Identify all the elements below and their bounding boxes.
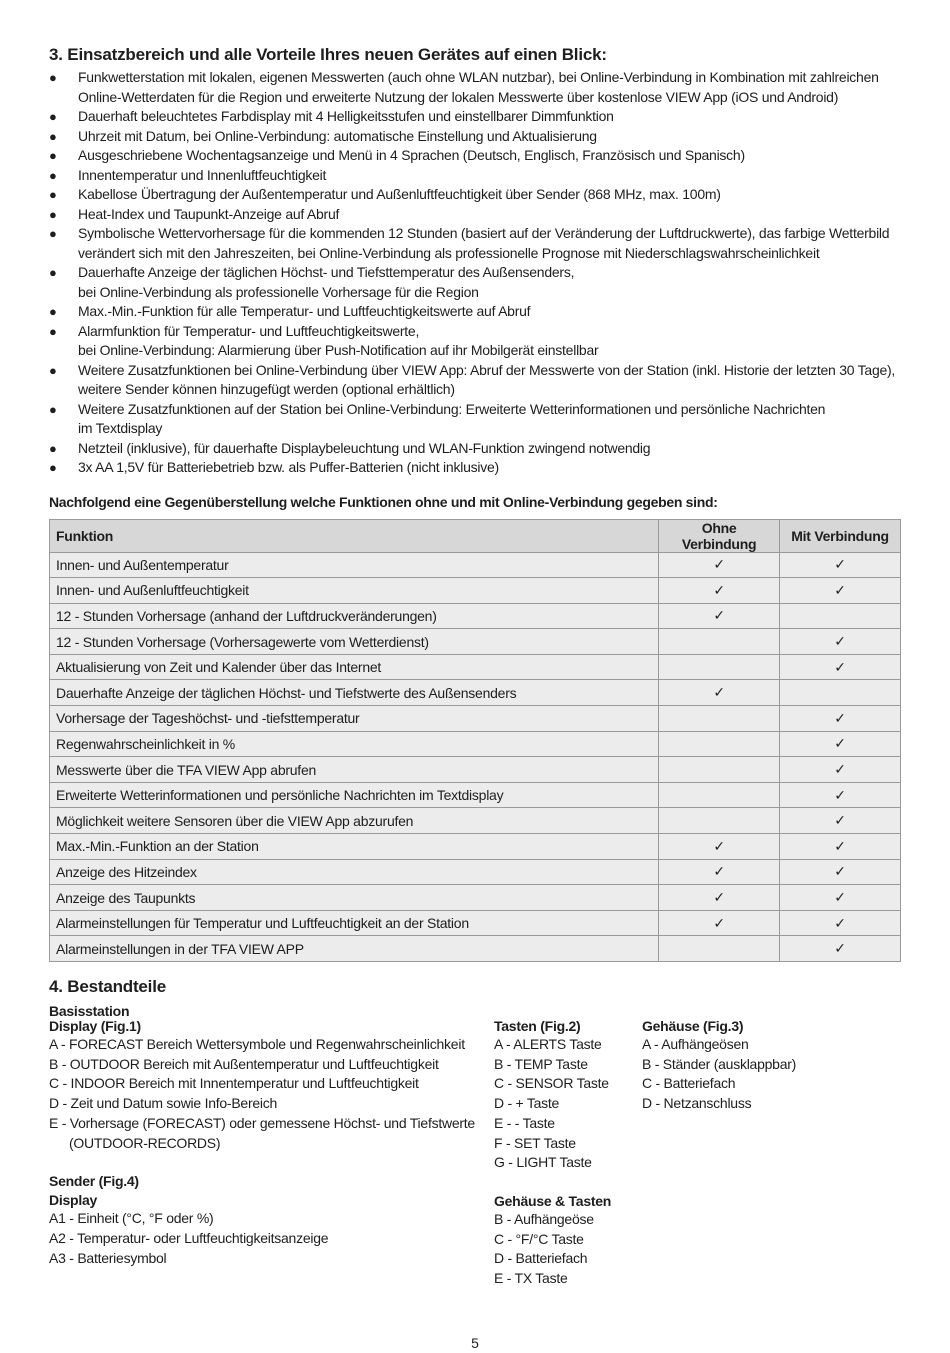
feature-text: Alarmfunktion für Temperatur- und Luftfeuchtigkeitswerte, bei Online-Verbindung: Alarmierung über Push-Notification auf ihr Mobilgerät einstellbar bbox=[78, 322, 599, 358]
function-cell: Möglichkeit weitere Sensoren über die VIEW App abzurufen bbox=[50, 808, 659, 834]
bullet-icon: ● bbox=[49, 323, 57, 339]
table-row bbox=[50, 706, 901, 732]
feature-text: Ausgeschriebene Wochentagsanzeige und Menü in 4 Sprachen (Deutsch, Englisch, Französisch und Spanisch) bbox=[78, 147, 745, 163]
feature-text: Weitere Zusatzfunktionen bei Online-Verbindung über VIEW App: Abruf der Messwerte von der Station (inkl. Historie der letzten 30 Tage), weitere Sender können hinzugefügt werden (optional erhältlich) bbox=[78, 361, 896, 397]
tasten-column bbox=[494, 1017, 611, 1289]
sender-display-heading: Display bbox=[49, 1192, 98, 1209]
table-row bbox=[50, 859, 901, 885]
tasten-item-e: E - - Taste bbox=[494, 1114, 555, 1131]
table-row bbox=[50, 757, 901, 783]
section-4-title: 4. Bestandteile bbox=[49, 977, 166, 996]
tasten-item-g: G - LIGHT Taste bbox=[494, 1154, 592, 1171]
display-item-a: A - FORECAST Bereich Wettersymbole und Regenwahrscheinlichkeit bbox=[49, 1036, 465, 1052]
display-item-e: E - Vorhersage (FORECAST) oder gemessene Höchst- und Tiefstwerte bbox=[49, 1114, 475, 1131]
ohne-verbindung-cell bbox=[659, 782, 780, 808]
display-fig1-heading: Display (Fig.1) bbox=[49, 1018, 141, 1034]
feature-item bbox=[49, 146, 901, 166]
feature-item bbox=[49, 458, 901, 478]
feature-text: Heat-Index und Taupunkt-Anzeige auf Abruf bbox=[78, 205, 340, 222]
display-item-d: D - Zeit und Datum sowie Info-Bereich bbox=[49, 1095, 278, 1112]
gehaeuse-tasten-item-c: C - °F/°C Taste bbox=[494, 1230, 584, 1247]
table-row bbox=[50, 654, 901, 680]
feature-item bbox=[49, 68, 901, 107]
function-cell: Alarmeinstellungen für Temperatur und Luftfeuchtigkeit an der Station bbox=[50, 910, 659, 936]
bullet-icon: ● bbox=[49, 265, 57, 280]
table-row bbox=[50, 552, 901, 578]
ohne-verbindung-cell: ✓ bbox=[659, 552, 780, 578]
mit-verbindung-cell: ✓ bbox=[780, 654, 901, 680]
bullet-icon: ● bbox=[49, 128, 57, 144]
ohne-verbindung-cell: ✓ bbox=[659, 578, 780, 604]
bullet-icon: ● bbox=[49, 304, 57, 319]
feature-item bbox=[49, 185, 901, 205]
sender-item-a1: A1 - Einheit (°C, °F oder %) bbox=[49, 1210, 214, 1227]
bullet-icon: ● bbox=[49, 226, 57, 241]
feature-list bbox=[49, 68, 901, 478]
mit-verbindung-cell: ✓ bbox=[780, 629, 901, 655]
mit-verbindung-cell: ✓ bbox=[780, 706, 901, 732]
function-cell: Aktualisierung von Zeit und Kalender über das Internet bbox=[50, 654, 659, 680]
bullet-icon: ● bbox=[49, 440, 57, 456]
function-cell: Erweiterte Wetterinformationen und persönliche Nachrichten im Textdisplay bbox=[50, 782, 659, 808]
ohne-verbindung-cell bbox=[659, 936, 780, 962]
feature-item bbox=[49, 322, 901, 361]
table-row bbox=[50, 782, 901, 808]
bullet-icon: ● bbox=[49, 70, 57, 85]
tasten-item-b: B - TEMP Taste bbox=[494, 1055, 588, 1072]
mit-verbindung-cell: ✓ bbox=[780, 859, 901, 885]
feature-text: Weitere Zusatzfunktionen auf der Station bei Online-Verbindung: Erweiterte Wetterinformationen und persönliche Nachrichten im Textdisplay bbox=[78, 400, 826, 436]
bullet-icon: ● bbox=[49, 148, 57, 163]
feature-text: Innentemperatur und Innenluftfeuchtigkeit bbox=[78, 166, 327, 183]
function-cell: Messwerte über die TFA VIEW App abrufen bbox=[50, 757, 659, 783]
bullet-icon: ● bbox=[49, 401, 57, 417]
tasten-item-a: A - ALERTS Taste bbox=[494, 1036, 602, 1052]
function-cell: Max.-Min.-Funktion an der Station bbox=[50, 834, 659, 860]
ohne-verbindung-cell bbox=[659, 654, 780, 680]
table-row bbox=[50, 680, 901, 706]
display-item-b: B - OUTDOOR Bereich mit Außentemperatur und Luftfeuchtigkeit bbox=[49, 1055, 439, 1072]
function-cell: Alarmeinstellungen in der TFA VIEW APP bbox=[50, 936, 659, 962]
mit-verbindung-cell: ✓ bbox=[780, 731, 901, 757]
table-row bbox=[50, 629, 901, 655]
comparison-intro: Nachfolgend eine Gegenüberstellung welche Funktionen ohne und mit Online-Verbindung gegeben sind: bbox=[49, 493, 718, 510]
feature-item bbox=[49, 400, 901, 439]
display-item-e-continued: (OUTDOOR-RECORDS) bbox=[69, 1134, 221, 1151]
gehaeuse-tasten-item-e: E - TX Taste bbox=[494, 1270, 568, 1287]
header-funktion: Funktion bbox=[50, 519, 659, 552]
display-item-c: C - INDOOR Bereich mit Innentemperatur und Luftfeuchtigkeit bbox=[49, 1075, 419, 1092]
mit-verbindung-cell: ✓ bbox=[780, 808, 901, 834]
mit-verbindung-cell bbox=[780, 603, 901, 629]
ohne-verbindung-cell: ✓ bbox=[659, 885, 780, 911]
gehaeuse-tasten-heading: Gehäuse & Tasten bbox=[494, 1192, 612, 1209]
table-row bbox=[50, 603, 901, 629]
feature-text: Kabellose Übertragung der Außentemperatur und Außenluftfeuchtigkeit über Sender (868 MHz, max. 100m) bbox=[78, 186, 721, 202]
comparison-table bbox=[49, 519, 901, 963]
bullet-icon: ● bbox=[49, 109, 57, 124]
feature-item bbox=[49, 263, 901, 302]
table-header-row bbox=[50, 519, 901, 552]
gehaeuse-item-b: B - Ständer (ausklappbar) bbox=[642, 1055, 797, 1072]
ohne-verbindung-cell bbox=[659, 706, 780, 732]
section-3-title: 3. Einsatzbereich und alle Vorteile Ihres neuen Gerätes auf einen Blick: bbox=[49, 45, 607, 64]
feature-item bbox=[49, 361, 901, 400]
table-row bbox=[50, 578, 901, 604]
ohne-verbindung-cell: ✓ bbox=[659, 910, 780, 936]
table-row bbox=[50, 808, 901, 834]
basisstation-column bbox=[49, 1002, 475, 1268]
mit-verbindung-cell bbox=[780, 680, 901, 706]
mit-verbindung-cell: ✓ bbox=[780, 936, 901, 962]
function-cell: Innen- und Außenluftfeuchtigkeit bbox=[50, 578, 659, 604]
section-4 bbox=[49, 976, 901, 1322]
feature-item bbox=[49, 166, 901, 186]
bullet-icon: ● bbox=[49, 206, 57, 222]
feature-item bbox=[49, 439, 901, 459]
mit-verbindung-cell: ✓ bbox=[780, 885, 901, 911]
table-row bbox=[50, 885, 901, 911]
gehaeuse-column bbox=[642, 1017, 796, 1114]
feature-text: Uhrzeit mit Datum, bei Online-Verbindung: automatische Einstellung und Aktualisierung bbox=[78, 127, 597, 144]
gehaeuse-tasten-item-b: B - Aufhängeöse bbox=[494, 1210, 594, 1227]
gehaeuse-item-d: D - Netzanschluss bbox=[642, 1095, 752, 1112]
tasten-item-f: F - SET Taste bbox=[494, 1134, 576, 1151]
ohne-verbindung-cell: ✓ bbox=[659, 859, 780, 885]
feature-text: Netzteil (inklusive), für dauerhafte Displaybeleuchtung und WLAN-Funktion zwingend notwendig bbox=[78, 439, 651, 456]
function-cell: Innen- und Außentemperatur bbox=[50, 552, 659, 578]
tasten-item-d: D - + Taste bbox=[494, 1095, 560, 1112]
bullet-icon: ● bbox=[49, 460, 57, 475]
table-row bbox=[50, 910, 901, 936]
basisstation-heading: Basisstation bbox=[49, 1003, 130, 1019]
function-cell: Vorhersage der Tageshöchst- und -tiefsttemperatur bbox=[50, 706, 659, 732]
feature-item bbox=[49, 205, 901, 225]
sender-item-a3: A3 - Batteriesymbol bbox=[49, 1249, 167, 1266]
tasten-heading: Tasten (Fig.2) bbox=[494, 1018, 581, 1034]
feature-text: Funkwetterstation mit lokalen, eigenen Messwerten (auch ohne WLAN nutzbar), bei Online-Verbindung in Kombination mit zahlreichen Online-Wetterdaten für die Region und erweiterte Nutzung der lokalen Messwerte über kostenlose VIEW App (iOS und Android) bbox=[78, 69, 879, 105]
header-ohne-verbindung: Ohne Verbindung bbox=[659, 519, 780, 552]
feature-text: Dauerhafte Anzeige der täglichen Höchst- und Tiefsttemperatur des Außensenders, bei Online-Verbindung als professionelle Vorhersage für die Region bbox=[78, 264, 575, 300]
document-page bbox=[49, 44, 901, 1322]
feature-item bbox=[49, 107, 901, 127]
ohne-verbindung-cell: ✓ bbox=[659, 603, 780, 629]
sender-heading: Sender (Fig.4) bbox=[49, 1173, 139, 1190]
bullet-icon: ● bbox=[49, 187, 57, 202]
gehaeuse-tasten-item-d: D - Batteriefach bbox=[494, 1250, 588, 1267]
ohne-verbindung-cell bbox=[659, 629, 780, 655]
gehaeuse-heading: Gehäuse (Fig.3) bbox=[642, 1018, 744, 1034]
mit-verbindung-cell: ✓ bbox=[780, 782, 901, 808]
tasten-item-c: C - SENSOR Taste bbox=[494, 1075, 609, 1092]
mit-verbindung-cell: ✓ bbox=[780, 757, 901, 783]
feature-text: 3x AA 1,5V für Batteriebetrieb bzw. als Puffer-Batterien (nicht inklusive) bbox=[78, 459, 499, 475]
ohne-verbindung-cell bbox=[659, 757, 780, 783]
feature-item bbox=[49, 302, 901, 322]
ohne-verbindung-cell: ✓ bbox=[659, 680, 780, 706]
function-cell: 12 - Stunden Vorhersage (Vorhersagewerte vom Wetterdienst) bbox=[50, 629, 659, 655]
table-row bbox=[50, 834, 901, 860]
feature-item bbox=[49, 127, 901, 147]
feature-item bbox=[49, 224, 901, 263]
header-mit-verbindung: Mit Verbindung bbox=[780, 519, 901, 552]
mit-verbindung-cell: ✓ bbox=[780, 552, 901, 578]
ohne-verbindung-cell bbox=[659, 808, 780, 834]
mit-verbindung-cell: ✓ bbox=[780, 578, 901, 604]
function-cell: Regenwahrscheinlichkeit in % bbox=[50, 731, 659, 757]
bullet-icon: ● bbox=[49, 167, 57, 183]
gehaeuse-item-a: A - Aufhängeösen bbox=[642, 1036, 749, 1052]
page-number: 5 bbox=[471, 1335, 479, 1351]
ohne-verbindung-cell bbox=[659, 731, 780, 757]
mit-verbindung-cell: ✓ bbox=[780, 910, 901, 936]
table-row bbox=[50, 731, 901, 757]
table-row bbox=[50, 936, 901, 962]
function-cell: Dauerhafte Anzeige der täglichen Höchst- und Tiefstwerte des Außensenders bbox=[50, 680, 659, 706]
function-cell: Anzeige des Hitzeindex bbox=[50, 859, 659, 885]
feature-text: Dauerhaft beleuchtetes Farbdisplay mit 4 Helligkeitsstufen und einstellbarer Dimmfunktion bbox=[78, 108, 614, 124]
bullet-icon: ● bbox=[49, 362, 57, 378]
function-cell: Anzeige des Taupunkts bbox=[50, 885, 659, 911]
gehaeuse-item-c: C - Batteriefach bbox=[642, 1075, 736, 1092]
mit-verbindung-cell: ✓ bbox=[780, 834, 901, 860]
sender-item-a2: A2 - Temperatur- oder Luftfeuchtigkeitsanzeige bbox=[49, 1229, 329, 1246]
function-cell: 12 - Stunden Vorhersage (anhand der Luftdruckveränderungen) bbox=[50, 603, 659, 629]
ohne-verbindung-cell: ✓ bbox=[659, 834, 780, 860]
feature-text: Max.-Min.-Funktion für alle Temperatur- und Luftfeuchtigkeitswerte auf Abruf bbox=[78, 303, 531, 319]
feature-text: Symbolische Wettervorhersage für die kommenden 12 Stunden (basiert auf der Veränderung der Luftdruckwerte), das farbige Wetterbild verändert sich mit den Jahreszeiten, bei Online-Verbindung als professionelle Prognose mit Niederschlagswahrscheinlichkeit bbox=[78, 225, 890, 261]
